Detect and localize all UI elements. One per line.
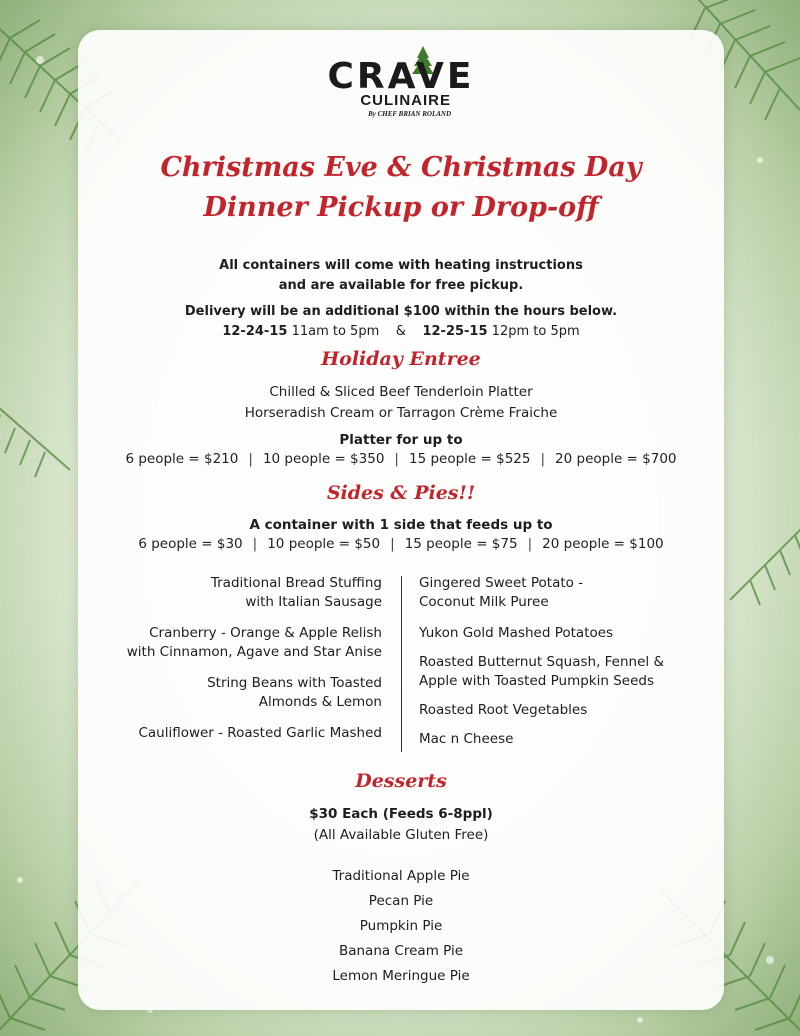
desserts-price: $30 Each (Feeds 6-8ppl) bbox=[309, 806, 493, 822]
entree-price-intro: Platter for up to bbox=[339, 432, 463, 448]
side-item-line: Roasted Butternut Squash, Fennel & bbox=[419, 654, 664, 670]
dessert-item: Traditional Apple Pie bbox=[332, 868, 470, 884]
title-line-1: Christmas Eve & Christmas Day bbox=[160, 152, 642, 183]
sides-price: 10 people = $50 bbox=[267, 536, 381, 552]
delivery-info bbox=[78, 302, 724, 342]
side-item bbox=[102, 574, 382, 612]
logo-subtitle: CULINAIRE bbox=[360, 92, 451, 109]
sides-list bbox=[78, 574, 724, 754]
delivery-hours-1: 11am to 5pm bbox=[291, 324, 380, 339]
side-item-line: String Beans with Toasted bbox=[207, 675, 382, 691]
sides-prices: 6 people = $30 | 10 people = $50 | 15 people = $75 | 20 people = $100 bbox=[138, 536, 664, 552]
side-item-line: Apple with Toasted Pumpkin Seeds bbox=[419, 673, 655, 689]
title-line-2: Dinner Pickup or Drop-off bbox=[203, 192, 599, 223]
intro-line-1: All containers will come with heating instructions bbox=[219, 258, 583, 273]
sides-price: 6 people = $30 bbox=[138, 536, 243, 552]
entree-price: 20 people = $700 bbox=[555, 451, 677, 467]
delivery-date-1: 12-24-15 bbox=[222, 324, 288, 339]
entree-price: 15 people = $525 bbox=[408, 451, 531, 467]
side-item-line: Cranberry - Orange & Apple Relish bbox=[149, 625, 382, 641]
side-item-line: Coconut Milk Puree bbox=[419, 594, 549, 610]
entree-item-2: Horseradish Cream or Tarragon Crème Fraiche bbox=[244, 405, 558, 421]
intro-text bbox=[78, 256, 724, 296]
logo-byline: By CHEF BRIAN ROLAND bbox=[368, 110, 451, 118]
entree-item-1: Chilled & Sliced Beef Tenderloin Platter bbox=[269, 384, 533, 400]
entree-prices: 6 people = $210 | 10 people = $350 | 15 people = $525 | 20 people = $700 bbox=[125, 451, 677, 467]
side-item bbox=[419, 624, 709, 643]
side-item bbox=[419, 730, 709, 749]
side-item-line: Gingered Sweet Potato - bbox=[419, 575, 584, 591]
side-item-line: Mac n Cheese bbox=[419, 731, 514, 747]
sides-heading: Sides & Pies!! bbox=[326, 482, 476, 504]
side-item bbox=[419, 701, 709, 720]
side-item-line: Almonds & Lemon bbox=[258, 694, 382, 710]
side-item-line: Roasted Root Vegetables bbox=[419, 702, 588, 718]
sides-price: 20 people = $100 bbox=[542, 536, 664, 552]
entree-items bbox=[78, 382, 724, 424]
sides-divider bbox=[401, 576, 402, 752]
menu-card bbox=[78, 30, 724, 1010]
delivery-date-2: 12-25-15 bbox=[422, 324, 488, 339]
side-item-line: Yukon Gold Mashed Potatoes bbox=[419, 625, 614, 641]
side-item bbox=[419, 653, 709, 691]
side-item bbox=[419, 574, 709, 612]
side-item bbox=[102, 674, 382, 712]
sides-price: 15 people = $75 bbox=[404, 536, 518, 552]
logo-brand: CRAVE bbox=[327, 56, 475, 97]
entree-price: 10 people = $350 bbox=[262, 451, 385, 467]
side-item-line: Traditional Bread Stuffing bbox=[210, 575, 382, 591]
desserts-info bbox=[78, 804, 724, 846]
delivery-hours-2: 12pm to 5pm bbox=[491, 324, 580, 339]
delivery-line: Delivery will be an additional $100 within the hours below. bbox=[184, 304, 618, 319]
desserts-heading: Desserts bbox=[355, 770, 447, 792]
dessert-item: Pumpkin Pie bbox=[359, 918, 443, 934]
page-title bbox=[78, 148, 724, 228]
delivery-hours bbox=[78, 322, 724, 342]
side-item-line: Cauliflower - Roasted Garlic Mashed bbox=[138, 725, 382, 741]
side-item-line: with Cinnamon, Agave and Star Anise bbox=[126, 644, 382, 660]
desserts-note: (All Available Gluten Free) bbox=[313, 827, 489, 843]
sides-left-column bbox=[102, 574, 382, 755]
dessert-item: Banana Cream Pie bbox=[338, 943, 464, 959]
delivery-ampersand: & bbox=[395, 324, 406, 339]
crave-culinaire-logo bbox=[78, 44, 724, 124]
entree-price: 6 people = $210 bbox=[125, 451, 239, 467]
sides-price-intro: A container with 1 side that feeds up to bbox=[249, 517, 553, 533]
logo-graphic bbox=[301, 44, 501, 124]
entree-heading: Holiday Entree bbox=[321, 348, 481, 370]
dessert-item: Lemon Meringue Pie bbox=[332, 968, 470, 984]
side-item-line: with Italian Sausage bbox=[245, 594, 382, 610]
side-item bbox=[102, 624, 382, 662]
desserts-list bbox=[78, 864, 724, 989]
dessert-item: Pecan Pie bbox=[368, 893, 434, 909]
side-item bbox=[102, 724, 382, 743]
sides-right-column bbox=[419, 574, 709, 761]
intro-line-2: and are available for free pickup. bbox=[278, 278, 524, 293]
